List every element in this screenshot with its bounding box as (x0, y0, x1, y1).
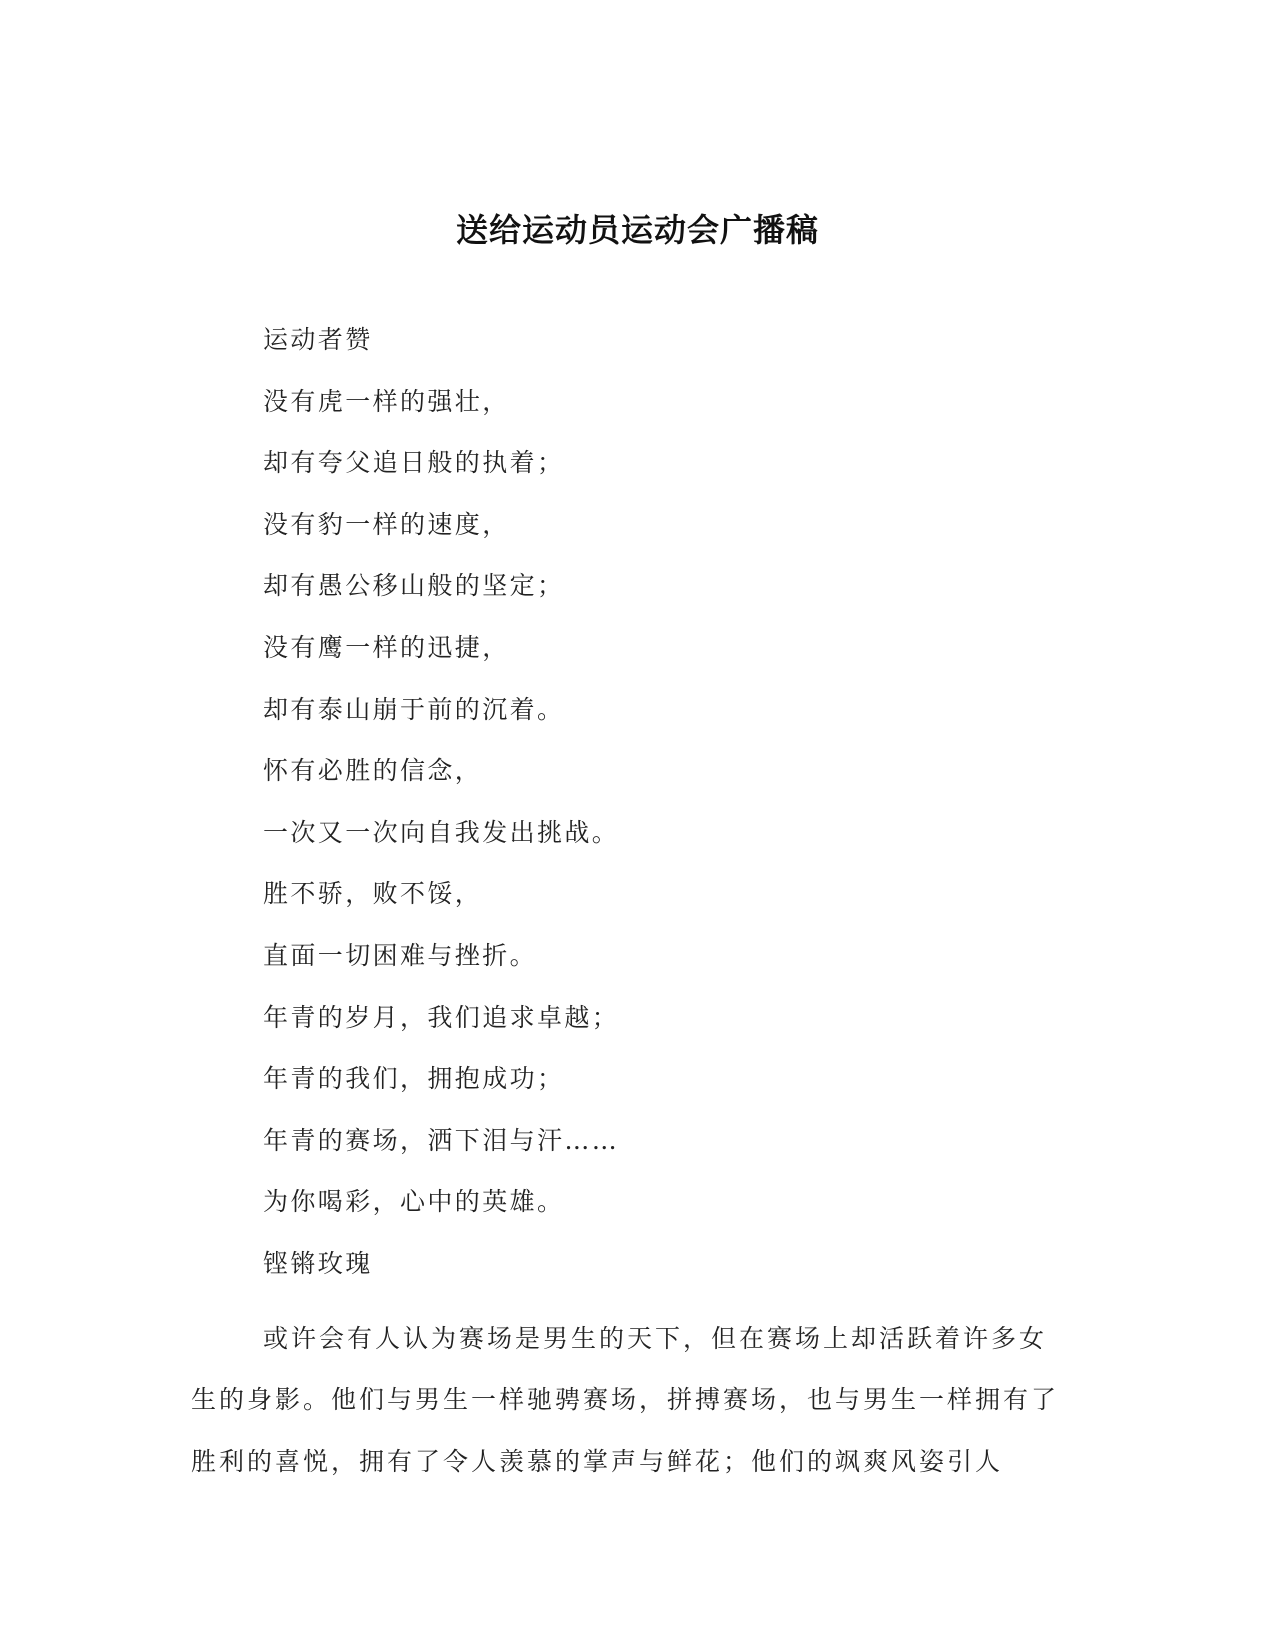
poem-line: 没有鹰一样的迅捷， (263, 632, 510, 662)
poem-line: 年青的我们，拥抱成功； (263, 1064, 565, 1094)
poem-line: 没有豹一样的速度， (263, 509, 510, 539)
poem-line: 直面一切困难与挫折。 (263, 940, 538, 970)
poem-line: 年青的岁月，我们追求卓越； (263, 1002, 620, 1032)
poem-line: 怀有必胜的信念， (263, 756, 483, 786)
document-title: 送给运动员运动会广播稿 (455, 211, 819, 249)
poem-line: 胜不骄，败不馁， (263, 879, 483, 909)
section-heading: 铿锵玫瑰 (263, 1248, 373, 1278)
poem-line: 年青的赛场，洒下泪与汗…… (263, 1125, 620, 1155)
poem-line: 一次又一次向自我发出挑战。 (263, 817, 620, 847)
poem-line: 为你喝彩，心中的英雄。 (263, 1187, 565, 1217)
body-paragraph: 或许会有人认为赛场是男生的天下，但在赛场上却活跃着许多女生的身影。他们与男生一样驰骋赛场，拼搏赛场，也与男生一样拥有了胜利的喜悦，拥有了令人羡慕的掌声与鲜花；他们的飒爽风姿引人 (191, 1323, 1060, 1476)
poem-heading: 运动者赞 (263, 325, 373, 354)
poem-line: 却有泰山崩于前的沉着。 (263, 694, 565, 724)
poem-line: 没有虎一样的强壮， (263, 386, 510, 416)
poem-line: 却有愚公移山般的坚定； (263, 571, 565, 601)
poem-line: 却有夸父追日般的执着； (263, 448, 565, 478)
document-body (191, 322, 1071, 1492)
